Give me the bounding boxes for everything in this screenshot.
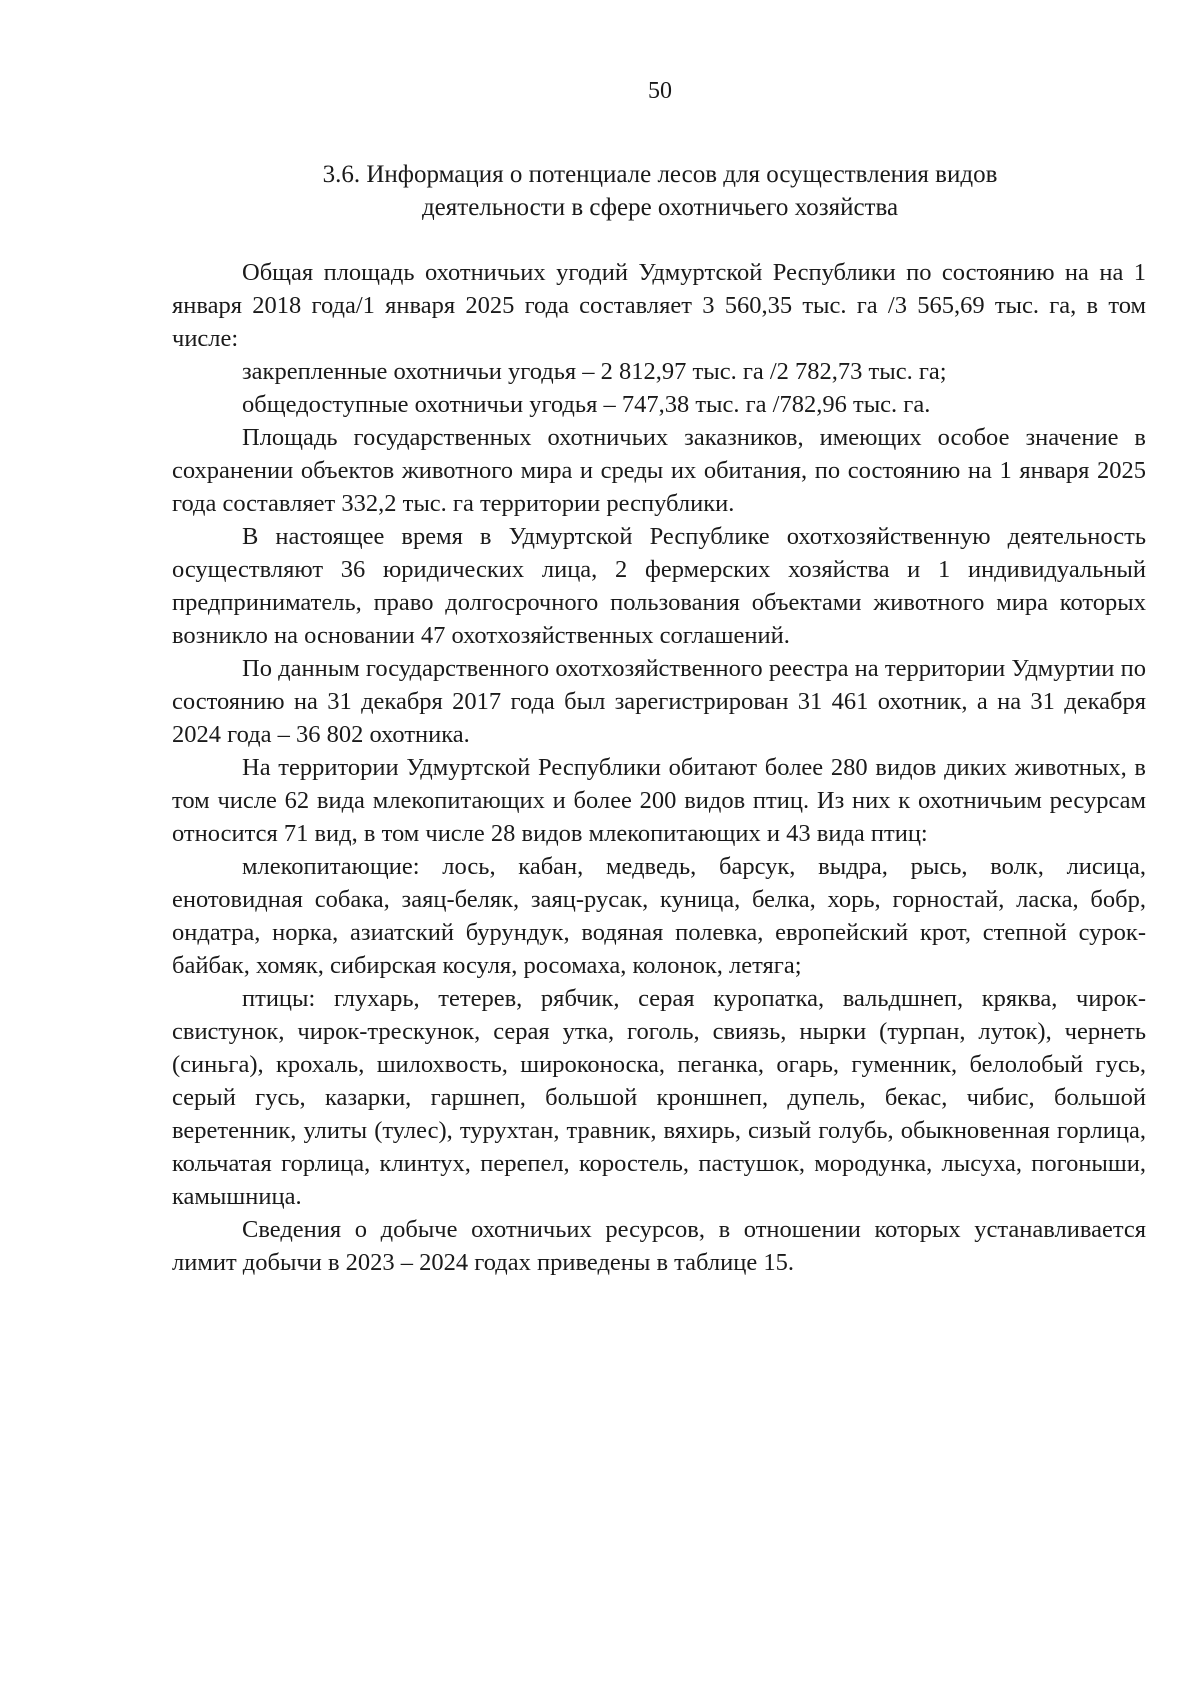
paragraph-harvest-limit: Сведения о добыче охотничьих ресурсов, в отношении которых устанавливается лимит добычи в 2023 – 2024 годах приведены в таблице 15. [172,1216,1146,1276]
paragraph-total-area: Общая площадь охотничьих угодий Удмуртской Республики по состоянию на на 1 января 2018 года/1 января 2025 года составляет 3 560,35 тыс. га /3 565,69 тыс. га, в том числе: [172,259,1146,352]
paragraph-public-grounds: общедоступные охотничьи угодья – 747,38 тыс. га /782,96 тыс. га. [242,391,931,418]
paragraph-hunting-users: В настоящее время в Удмуртской Республике охотхозяйственную деятельность осуществляют 36 юридических лица, 2 фермерских хозяйства и 1 индивидуальный предприниматель, право долгосрочного пользования объектами животного мира которых возникло на основании 47 охотхозяйственных соглашений. [172,523,1146,649]
paragraph-hunters-registry: По данным государственного охотхозяйственного реестра на территории Удмуртии по состоянию на 31 декабря 2017 года был зарегистрирован 31 461 охотник, а на 31 декабря 2024 года – 36 802 охотника. [172,655,1146,748]
section-heading [170,158,1150,224]
paragraph-birds-list: птицы: глухарь, тетерев, рябчик, серая куропатка, вальдшнеп, кряква, чирок-свистунок, чирок-трескунок, серая утка, гоголь, свиязь, нырки (турпан, луток), чернеть (синьга), крохаль, шилохвость, широконоска, пеганка, огарь, гуменник, белолобый гусь, серый гусь, казарки, гаршнеп, большой кроншнеп, дупель, бекас, чибис, большой веретенник, улиты (тулес), турухтан, травник, вяхирь, сизый голубь, обыкновенная горлица, кольчатая горлица, клинтух, перепел, коростель, пастушок, мородунка, лысуха, погоныши, камышница. [172,985,1146,1210]
paragraph-species-count: На территории Удмуртской Республики обитают более 280 видов диких животных, в том числе 62 вида млекопитающих и более 200 видов птиц. Из них к охотничьим ресурсам относится 71 вид, в том числе 28 видов млекопитающих и 43 вида птиц: [172,754,1146,847]
body-text [172,256,1146,1279]
paragraph-assigned-grounds: закрепленные охотничьи угодья – 2 812,97 тыс. га /2 782,73 тыс. га; [242,358,947,385]
section-heading-line-1: 3.6. Информация о потенциале лесов для осуществления видов [322,161,998,188]
section-heading-line-2: деятельности в сфере охотничьего хозяйства [421,194,899,221]
paragraph-mammals-list: млекопитающие: лось, кабан, медведь, барсук, выдра, рысь, волк, лисица, енотовидная собака, заяц-беляк, заяц-русак, куница, белка, хорь, горностай, ласка, бобр, ондатра, норка, азиатский бурундук, водяная полевка, европейский крот, степной сурок-байбак, хомяк, сибирская косуля, росомаха, колонок, летяга; [172,853,1146,979]
paragraph-reserves-area: Площадь государственных охотничьих заказников, имеющих особое значение в сохранении объектов животного мира и среды их обитания, по состоянию на 1 января 2025 года составляет 332,2 тыс. га территории республики. [172,424,1146,517]
page-number: 50 [648,78,672,104]
